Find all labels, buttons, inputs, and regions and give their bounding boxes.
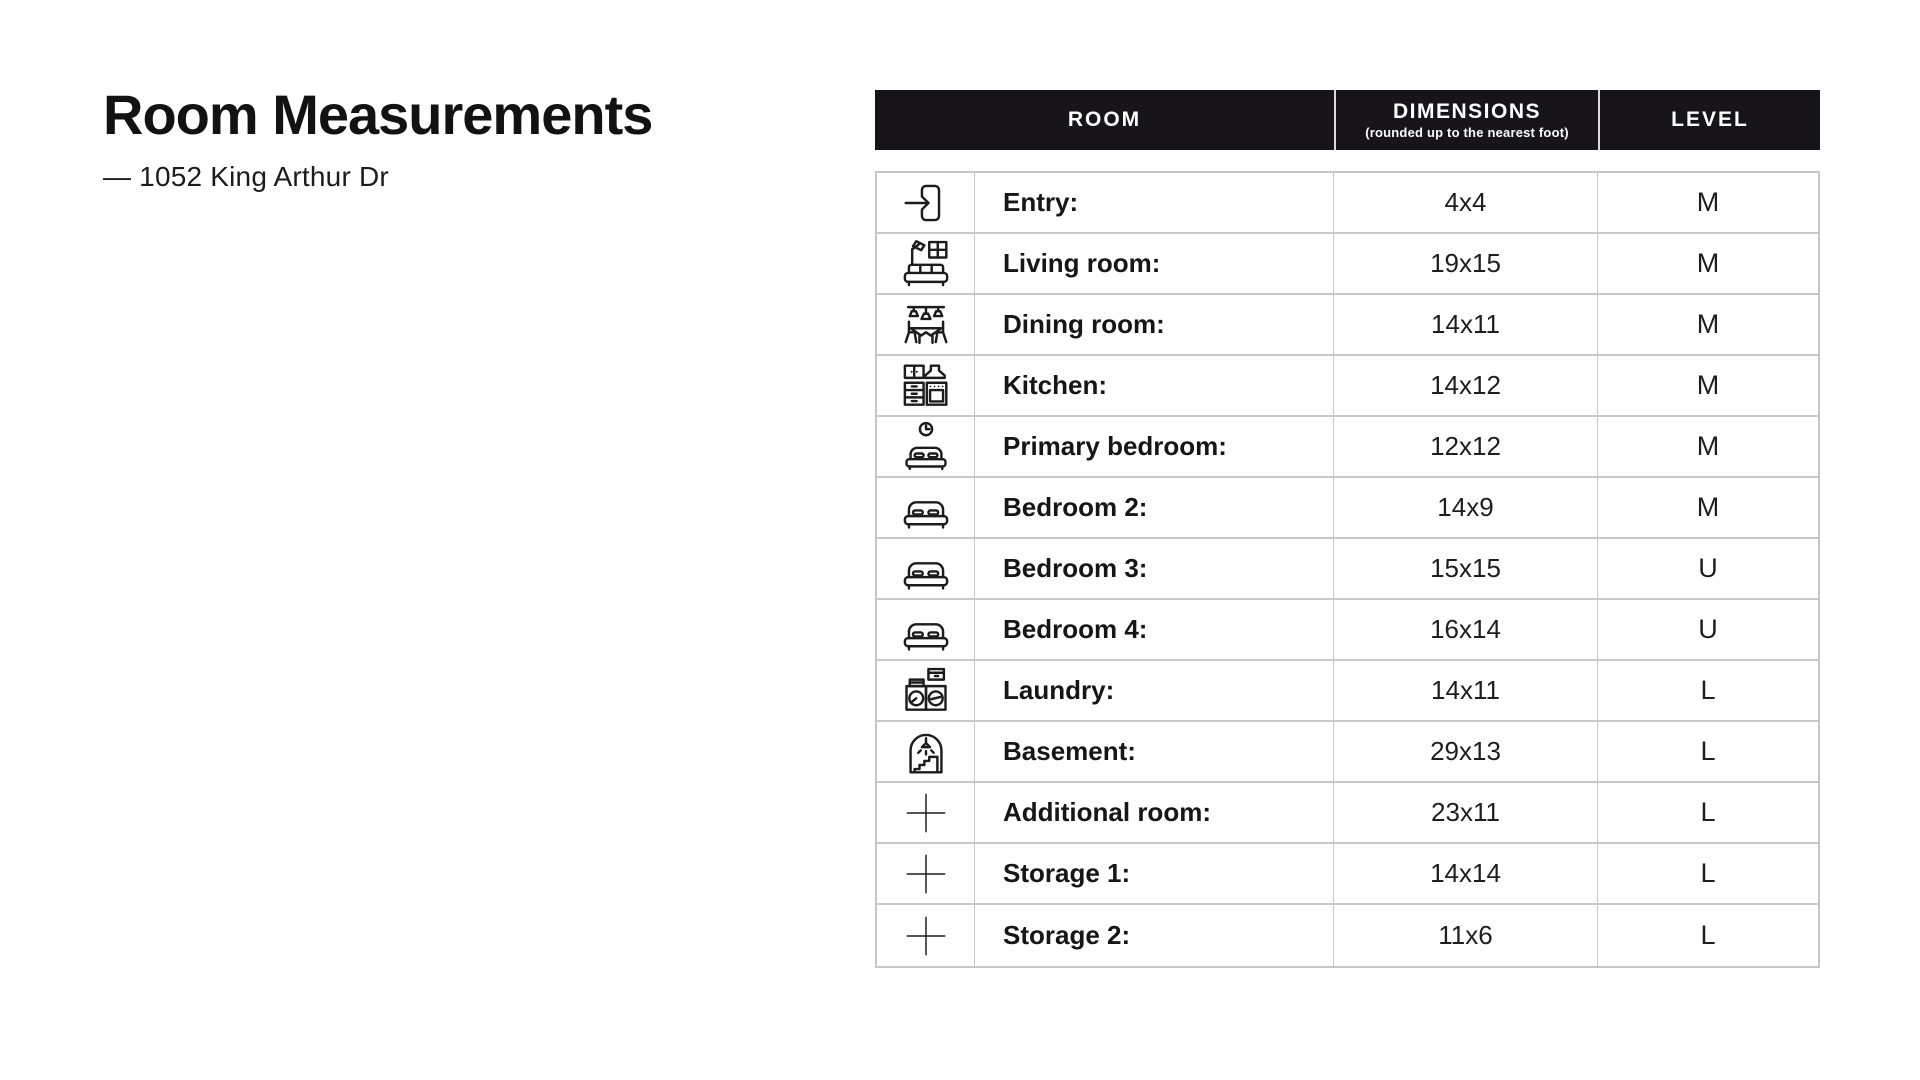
room-level-value: M xyxy=(1696,248,1720,278)
table-row xyxy=(877,661,1818,722)
room-name-label: Basement: xyxy=(975,722,1334,781)
room-dimensions-value: 15x15 xyxy=(1334,539,1598,598)
table-row xyxy=(877,234,1818,295)
room-name-label: Living room: xyxy=(975,234,1334,293)
plus-icon xyxy=(877,844,975,903)
room-level-value: L xyxy=(1700,736,1716,766)
bed-icon xyxy=(877,600,975,659)
room-measurements-table xyxy=(875,90,1820,968)
room-level-value: L xyxy=(1700,675,1716,705)
table-row xyxy=(877,478,1818,539)
dining-table-icon xyxy=(877,295,975,354)
room-name-label: Additional room: xyxy=(975,783,1334,842)
room-name-label: Kitchen: xyxy=(975,356,1334,415)
room-level-value: U xyxy=(1698,614,1718,644)
room-name-label: Entry: xyxy=(975,173,1334,232)
bed-icon xyxy=(877,539,975,598)
room-dimensions-value: 14x11 xyxy=(1334,295,1598,354)
room-dimensions-value: 4x4 xyxy=(1334,173,1598,232)
room-dimensions-value: 19x15 xyxy=(1334,234,1598,293)
sofa-lamp-window-icon xyxy=(877,234,975,293)
room-level-value: M xyxy=(1696,492,1720,522)
room-level-value: M xyxy=(1696,187,1720,217)
title-block xyxy=(103,83,653,193)
entry-door-icon xyxy=(877,173,975,232)
room-name-label: Bedroom 2: xyxy=(975,478,1334,537)
table-row xyxy=(877,295,1818,356)
room-dimensions-value: 14x9 xyxy=(1334,478,1598,537)
room-dimensions-value: 29x13 xyxy=(1334,722,1598,781)
room-level-value: L xyxy=(1700,920,1716,950)
room-level-value: M xyxy=(1696,431,1720,461)
table-row xyxy=(877,844,1818,905)
page-subtitle: — 1052 King Arthur Dr xyxy=(103,160,389,192)
column-header-level: LEVEL xyxy=(1671,108,1749,131)
room-level-value: M xyxy=(1696,309,1720,339)
table-row xyxy=(877,783,1818,844)
room-name-label: Storage 1: xyxy=(975,844,1334,903)
plus-icon xyxy=(877,783,975,842)
column-header-dimensions-label: DIMENSIONS xyxy=(1392,99,1541,123)
room-dimensions-value: 16x14 xyxy=(1334,600,1598,659)
room-dimensions-value: 11x6 xyxy=(1334,905,1598,966)
room-name-label: Storage 2: xyxy=(975,905,1334,966)
bed-icon xyxy=(877,478,975,537)
page-title: Room Measurements xyxy=(103,83,653,146)
kitchen-cabinets-icon xyxy=(877,356,975,415)
table-row xyxy=(877,722,1818,783)
bed-clock-icon xyxy=(877,417,975,476)
room-name-label: Bedroom 4: xyxy=(975,600,1334,659)
table-header-row xyxy=(875,90,1820,150)
room-dimensions-value: 23x11 xyxy=(1334,783,1598,842)
room-level-value: M xyxy=(1696,370,1720,400)
column-header-dimensions xyxy=(1334,90,1600,150)
room-level-value: U xyxy=(1698,553,1718,583)
table-row xyxy=(877,600,1818,661)
table-row xyxy=(877,173,1818,234)
room-dimensions-value: 14x11 xyxy=(1334,661,1598,720)
room-level-value: L xyxy=(1700,858,1716,888)
room-level-value: L xyxy=(1700,797,1716,827)
room-name-label: Laundry: xyxy=(975,661,1334,720)
column-header-room: ROOM xyxy=(1067,108,1142,131)
room-dimensions-value: 14x14 xyxy=(1334,844,1598,903)
room-name-label: Dining room: xyxy=(975,295,1334,354)
table-row xyxy=(877,356,1818,417)
plus-icon xyxy=(877,905,975,966)
basement-stairs-icon xyxy=(877,722,975,781)
room-name-label: Bedroom 3: xyxy=(975,539,1334,598)
room-name-label: Primary bedroom: xyxy=(975,417,1334,476)
table-body xyxy=(875,171,1820,968)
column-header-dimensions-note: (rounded up to the nearest foot) xyxy=(1365,125,1569,141)
table-row xyxy=(877,539,1818,600)
room-dimensions-value: 12x12 xyxy=(1334,417,1598,476)
washer-dryer-icon xyxy=(877,661,975,720)
table-row xyxy=(877,417,1818,478)
room-dimensions-value: 14x12 xyxy=(1334,356,1598,415)
table-row xyxy=(877,905,1818,966)
